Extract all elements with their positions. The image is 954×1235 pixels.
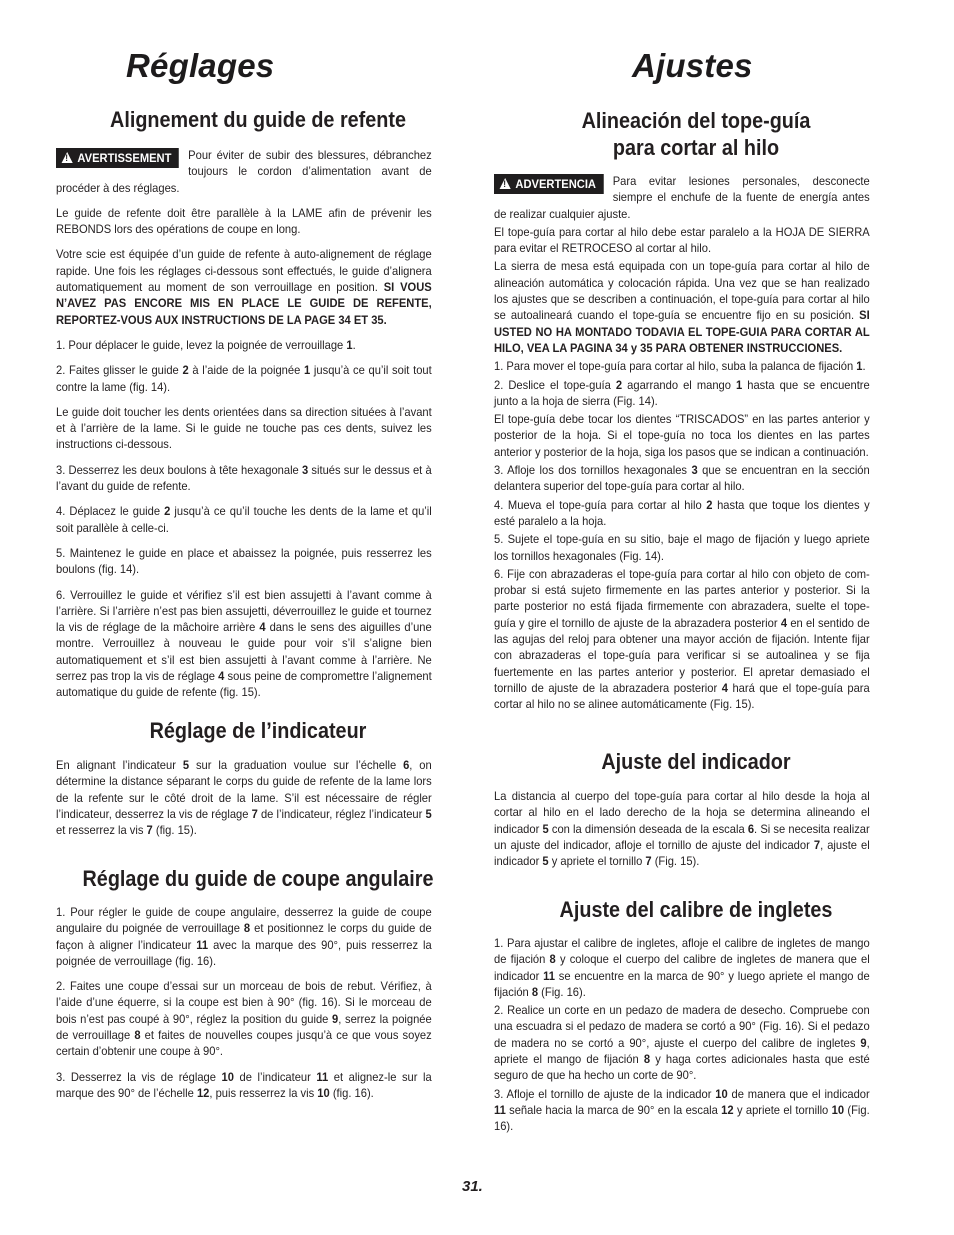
text-run: y haga cortes adicionales hasta que esté seguro de que ha hecho un corte de 90°. [494, 1052, 870, 1083]
paragraph [56, 904, 432, 969]
text-run: 3. Desserrez les deux boulons à tête hexagonale [56, 462, 302, 477]
text-run: (Fig. 16). [494, 1102, 870, 1134]
text-run: , ajuste el indicador [494, 837, 870, 869]
text-run: . [352, 337, 356, 352]
page-number: 31. [462, 1178, 483, 1195]
bold-run: 9 [860, 1035, 867, 1050]
paragraph [494, 224, 870, 257]
section-calibre-ingletes-body [494, 935, 870, 1137]
heading-calibre-ingletes: Ajuste del calibre de ingletes [559, 897, 833, 922]
paragraph [56, 337, 432, 353]
warning-label: AVERTISSEMENT [77, 151, 172, 165]
bold-run: 4 [780, 615, 788, 630]
bold-run: 8 [643, 1052, 651, 1067]
text-run: dans le sens des aiguilles d’une montre. Verrouillez à nouveau le guide pour voir s’il s’aligne bien automatiquement et s’il est bien assujetti à l’avant comme à l’arrière. Ne serrez pas trop la vis de réglage [56, 620, 432, 684]
text-run: La distancia al cuerpo del tope-guía para cortar al hilo desde la hoja al cortar al hilo en el lado derecho de la hoja se determina alineando el indicador [494, 789, 870, 836]
bold-run: 11 [494, 1102, 506, 1117]
section-alignement-body [56, 147, 432, 710]
text-run: et resserrez la vis [56, 823, 147, 838]
bold-run: 3 [301, 462, 309, 477]
text-run: En alignant l’indicateur [56, 758, 183, 772]
bold-run: 4 [721, 680, 728, 695]
text-run: 2. Faites une coupe d’essai sur un morceau de bois de rebut. Vérifiez, à l’aide d’une équerre, si la coupe est bien à 90° (fig. 16). Si le morceau de bois n’est pas coupé à 90°, réglez la position du guide [56, 979, 432, 1026]
paragraph [494, 1086, 870, 1135]
section-ajuste-indicador-body [494, 788, 870, 871]
paragraph [494, 173, 870, 222]
text-run: hasta que toque los dientes y esté paralelo a la hoja. [494, 497, 870, 528]
text-run: jusqu’à ce qu’il touche les dents de la lame et qu’il soit parallèle à celle-ci. [56, 504, 432, 535]
paragraph [494, 1002, 870, 1083]
paragraph [56, 246, 432, 327]
bold-run: 10 [317, 1085, 330, 1100]
paragraph [56, 462, 432, 495]
text-run: sur la graduation voulue sur l’échelle [189, 758, 404, 772]
bold-run: 8 [243, 921, 251, 936]
paragraph [494, 258, 870, 356]
paragraph [494, 788, 870, 869]
text-run: de l’indicateur [233, 1069, 317, 1084]
bold-run: 5 [425, 806, 432, 821]
page-title-french: Réglages [126, 47, 275, 84]
heading-ajuste-indicador: Ajuste del indicador [601, 749, 791, 774]
text-run: 1. Para ajustar el calibre de ingletes, afloje el calibre de ingletes de mango de fijación [494, 936, 870, 967]
text-run: de manera que el indicador [727, 1086, 870, 1101]
bold-run: 12 [196, 1085, 210, 1100]
bold-run: 11 [196, 937, 209, 952]
bold-run: 8 [134, 1028, 141, 1043]
text-run: (Fig. 16). [538, 984, 586, 999]
text-run: 1. Para mover el tope-guía para cortar al hilo, suba la palanca de fijación [494, 359, 857, 374]
text-run: y apriete el tornillo [548, 854, 646, 869]
bold-run: 5 [542, 854, 549, 869]
text-run: Votre scie est équipée d’un guide de refente à auto-alignement de réglage rapide. Une fois les réglages ci-dessous sont effectués, le guide d’alignera automatiquement au moment de son verrouillage en position. [56, 247, 432, 295]
bold-run: 3 [691, 463, 698, 478]
text-run: à l’aide de la poignée [188, 363, 305, 378]
paragraph [56, 978, 432, 1059]
text-run: hará que el tope-guía para cortar al hilo no se alinee automáticamente (Fig. 15). [494, 680, 870, 712]
paragraph [56, 404, 432, 453]
text-run: 1. Pour régler le guide de coupe angulaire, desserrez la guide de coupe angulaire du poignée de verrouillage [56, 905, 432, 936]
text-run: que se encuentran en la sección delantera superior del tope-guía para cortar al hilo. [494, 463, 870, 494]
bold-run: 4 [218, 669, 225, 684]
paragraph [56, 147, 432, 196]
text-run: se encuentre en la marca de 90° y luego apriete el mango de fijación [494, 968, 870, 999]
warning-triangle-icon [500, 178, 511, 189]
bold-run: 7 [813, 837, 821, 852]
bold-run: 8 [549, 952, 556, 967]
text-run: 4. Déplacez le guide [56, 504, 165, 519]
bold-run: 10 [831, 1102, 845, 1117]
bold-run: 10 [221, 1069, 234, 1084]
text-run: 3. Afloje los dos tornillos hexagonales [494, 463, 692, 478]
paragraph [56, 545, 432, 578]
text-run: 6. Verrouillez le guide et vérifiez s’il est bien assujetti à l’avant comme à l’arrière. Si l’arrière n’est pas bien assujetti, déverrouillez le guide et tournez la vis de réglage de la mâchoire arrière [56, 587, 432, 635]
bold-run: 2 [615, 377, 623, 392]
text-run: 3. Desserrez la vis de réglage [56, 1069, 222, 1084]
text-run: 3. Afloje el tornillo de ajuste de la indicador [494, 1086, 716, 1101]
heading-alineacion-tope-guia [518, 107, 874, 161]
bold-run: 2 [164, 504, 171, 519]
paragraph [56, 362, 432, 395]
paragraph [56, 757, 432, 838]
text-run: 6. Fije con abrazaderas el tope-guía para cortar al hilo con objeto de com-probar si está sujeto firmemente en las partes anterior y posterior. Si la parte posterior no está fijada firmemente con abrazadera, suelte el tope-guía y gire el tornillo de ajuste de la abrazadera posterior [494, 566, 870, 630]
paragraph [56, 587, 432, 701]
heading-reglage-indicateur: Réglage de l’indicateur [149, 718, 367, 743]
section-indicateur-body [56, 757, 432, 847]
paragraph [56, 503, 432, 536]
paragraph [56, 1069, 432, 1102]
text-run: . Si se necesita realizar un ajuste del indicador, afloje el tornillo de ajuste del indicador [494, 821, 870, 852]
text-run: 2. Faites glisser le guide [56, 363, 183, 378]
text-run: y apriete el tornillo [733, 1102, 832, 1117]
bold-run: 6 [747, 821, 755, 836]
text-run: El tope-guía para cortar al hilo debe estar paralelo a la HOJA DE SIERRA para evitar el RETROCESO al cortar al hilo. [494, 224, 870, 256]
text-run: 2. Realice un corte en un pedazo de madera de desecho. Compruebe con una escuadra si el pedazo de madera se cortó a 90° (Fig. 16). Si el pedazo de madera no se cortó a 90°, ajuste el cuerpo del calibre de ingletes [494, 1003, 870, 1050]
text-run: , on détermine la distance séparant le corps du guide de refente de la lame lors de la refente sur le côté droit de la lame. S’il est nécessaire de régler l’indicateur, desserrez la vis de réglage [56, 758, 432, 821]
bold-run: 1 [304, 363, 311, 378]
bold-run: 12 [721, 1102, 734, 1117]
bold-run: 7 [645, 854, 652, 869]
bold-run: 11 [316, 1069, 329, 1084]
bold-run: 7 [251, 806, 258, 821]
text-run: y coloque el cuerpo del calibre de ingletes de manera que el indicador [494, 952, 870, 983]
text-run: hasta que se encuentre junto a la hoja de sierra (Fig. 14). [494, 377, 870, 408]
text-run: (fig. 15). [152, 823, 197, 838]
paragraph [494, 462, 870, 495]
text-run: situés sur le dessus et à l’avant du guide de refente. [56, 462, 432, 494]
section-alineacion-body [494, 173, 870, 715]
text-run: en el sentido de las agujas del reloj para obtener una mayor acción de fijación. Intente fijar con abrazaderas el tope-guía para verificar si se autoalinea y se fija fuertemente en las partes anterior y posterior. El apretar demasiado el tornillo de ajuste de la abrazadera posterior [494, 615, 870, 695]
bold-run: SI USTED NO HA MONTADO TODAVIA EL TOPE-GUIA PARA CORTAR AL HILO, VEA LA PAGINA 34 y 35 PARA OBTENER INSTRUCCIONES. [494, 308, 870, 355]
bold-run: 1 [735, 377, 743, 392]
text-run: , serrez la poignée de verrouillage [56, 1011, 432, 1043]
text-run: Le guide doit toucher les dents orientées dans sa direction situées à l’avant et à l’arrière de la lame. Si le guide ne touche pas ces dents, suivez les instructions ci-dessous. [56, 404, 432, 452]
warning-label: ADVERTENCIA [515, 177, 596, 191]
paragraph [494, 411, 870, 460]
bold-run: 6 [403, 758, 410, 772]
text-run: agarrando el mango [622, 377, 736, 392]
warning-badge [56, 148, 179, 168]
heading-line-2: para cortar al hilo [612, 135, 780, 160]
bold-run: 4 [259, 620, 266, 635]
warning-triangle-icon [62, 152, 73, 163]
paragraph [494, 377, 870, 410]
text-run: con la dimensión deseada de la escala [548, 821, 748, 836]
text-run: señale hacia la marca de 90° en la escala [505, 1102, 722, 1117]
paragraph [494, 531, 870, 564]
text-run: avec la marque des 90°, puis resserrez la poignée de verrouillage (fig. 16). [56, 937, 432, 968]
page-title-spanish: Ajustes [632, 47, 753, 84]
text-run: 2. Deslice el tope-guía [494, 377, 616, 392]
text-run: sous peine de compromettre l’alignement automatique du guide de refente (fig. 15). [56, 669, 432, 700]
text-run: , apriete el mango de fijación [494, 1035, 870, 1067]
text-run: 4. Mueva el tope-guía para cortar al hilo [494, 497, 707, 512]
text-run: jusqu’à ce qu’il soit tout contre la lame (fig. 14). [56, 363, 432, 394]
bold-run: 10 [715, 1086, 728, 1101]
heading-alignement-guide: Alignement du guide de refente [110, 107, 406, 132]
text-run: (Fig. 15). [651, 854, 700, 869]
bold-run: 2 [706, 497, 713, 512]
text-run: et positionnez le corps du guide de façon à aligner l’indicateur [56, 921, 432, 952]
text-run: Le guide de refente doit être parallèle à la LAME afin de prévenir les REBONDS lors des opérations de coupe en long. [56, 205, 432, 237]
text-run: El tope-guía debe tocar los dientes “TRISCADOS” en las partes anterior y posterior de la hoja. Si el tope-guía no toca los dientes en las partes anterior y posterior de la hoja, siga los pasos que se indican a continuación. [494, 412, 870, 459]
text-run: 1. Pour déplacer le guide, levez la poignée de verrouillage [56, 337, 347, 352]
section-coupe-angulaire-body [56, 904, 432, 1110]
paragraph [56, 205, 432, 238]
paragraph [494, 358, 870, 374]
text-run: et faites de nouvelles coupes jusqu’à ce que vous soyez certain d’obtenir une coupe à 90°. [56, 1028, 432, 1059]
bold-run: 9 [332, 1011, 339, 1026]
paragraph [494, 935, 870, 1000]
bold-run: 2 [182, 363, 189, 378]
bold-run: 5 [542, 821, 549, 836]
text-run: de l’indicateur, réglez l’indicateur [257, 806, 426, 821]
text-run: , puis resserrez la vis [209, 1085, 318, 1100]
heading-guide-coupe-angulaire: Réglage du guide de coupe angulaire [82, 866, 434, 891]
text-run: Para evitar lesiones personales, desconecte siempre el enchufe de la fuente de energía antes de realizar cualquier ajuste. [494, 174, 870, 221]
bold-run: SI VOUS N’AVEZ PAS ENCORE MIS EN PLACE LE GUIDE DE REFENTE, REPORTEZ-VOUS AUX INSTRUCTIONS DE LA PAGE 34 ET 35. [56, 280, 432, 327]
bold-run: 1 [856, 359, 863, 374]
text-run: La sierra de mesa está equipada con un tope-guía para cortar al hilo de alineación automática y colocación rápida. Una vez que se han realizado los ajustes que se describen a continuación, el tope-guía para cortar al hilo se autoalineará cuando el tope-guía se encuentre fijo en su posición. [494, 259, 870, 323]
text-run: 5. Sujete el tope-guía en su sitio, baje el mago de fijación y luego apriete los tornillos hexagonales (Fig. 14). [494, 532, 870, 563]
bold-run: 7 [146, 823, 153, 838]
heading-line-1: Alineación del tope-guía [581, 108, 811, 133]
text-run: Pour éviter de subir des blessures, débranchez toujours le cordon d’alimentation avant de procéder à des réglages. [56, 148, 432, 195]
text-run: 5. Maintenez le guide en place et abaissez la poignée, puis resserrez les boulons (fig. 14). [56, 545, 432, 577]
text-run: (fig. 16). [329, 1085, 374, 1100]
paragraph [494, 497, 870, 530]
bold-run: 1 [346, 337, 353, 352]
paragraph [494, 566, 870, 713]
text-run: et alignez-le sur la marque des 90° de l’échelle [56, 1069, 432, 1100]
warning-badge [494, 174, 603, 194]
bold-run: 11 [543, 968, 555, 983]
bold-run: 8 [531, 984, 539, 999]
bold-run: 5 [182, 758, 190, 772]
text-run: . [862, 359, 866, 374]
